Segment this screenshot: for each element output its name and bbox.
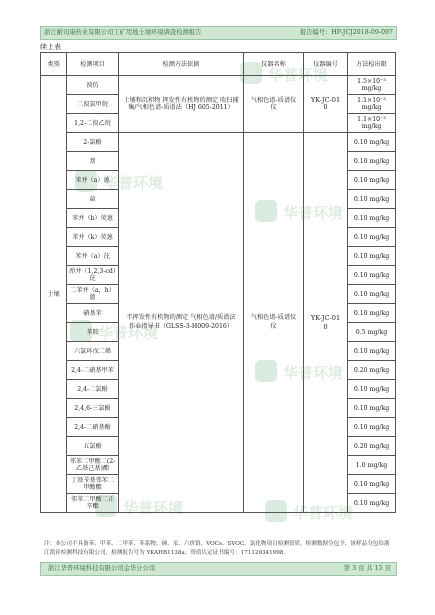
item-cell: 二苯并（a，h）蒽 [67,285,119,304]
watermark-text: 华普环境 [293,504,354,522]
limit-cell: 1.1×10⁻³ mg/kg [348,95,396,114]
item-cell: 苯胺 [67,323,119,342]
item-cell: 五氯酚 [67,437,119,456]
limit-cell: 0.10 mg/kg [348,171,396,190]
limit-cell: 0.10 mg/kg [348,228,396,247]
limit-cell: 0.10 mg/kg [348,247,396,266]
header-method: 检测方法依据 [119,53,244,76]
item-cell: 茚并（1,2,3-cd）芘 [67,266,119,285]
watermark-text: 华普环境 [268,66,329,84]
limit-cell: 0.20 mg/kg [348,437,396,456]
page-number: 第 3 页 共 15 页 [343,565,391,572]
table-row [41,133,396,152]
header-item: 检测项目 [67,53,119,76]
method-cell: 半挥发性有机物的测定 气相色谱/质谱法 作业指导书（GLSS-3-H009-2016） [119,133,244,513]
limit-cell: 0.10 mg/kg [348,266,396,285]
item-cell: 邻苯二甲酸二(2-乙基己基)酯 [67,456,119,475]
instrument-id-cell: YK-JC-010 [304,76,348,133]
item-cell: 苯并（k）荧蒽 [67,228,119,247]
category-cell: 土壤 [41,76,67,513]
table-header-row [41,53,396,76]
item-cell: 2,4-二硝基甲苯 [67,361,119,380]
limit-cell: 1.5×10⁻³ mg/kg [348,76,396,95]
limit-cell: 0.10 mg/kg [348,494,396,513]
header-instrument-id: 仪器编号 [304,53,348,76]
watermark-text: 华普环境 [283,204,344,222]
instrument-cell: 气相色谱-质谱仪仪 [244,76,304,133]
company-name: 浙江华普环境科技有限公司金华分公司 [48,565,156,572]
item-cell: 邻苯二甲酸二正辛酯 [67,494,119,513]
table-row [41,76,396,95]
limit-cell: 1.1×10⁻³ mg/kg [348,114,396,133]
item-cell: 1,2-二溴乙烷 [67,114,119,133]
item-cell: 六氯环戊二烯 [67,342,119,361]
limit-cell: 0.20 mg/kg [348,361,396,380]
watermark-text: 华普环境 [103,174,164,192]
limit-cell: 0.10 mg/kg [348,475,396,494]
item-cell: 二溴氯甲烷 [67,95,119,114]
limit-cell: 0.10 mg/kg [348,285,396,304]
limit-cell: 0.10 mg/kg [348,304,396,323]
limit-cell: 0.10 mg/kg [348,152,396,171]
footnote: 注：本公司不具备苯、甲苯、二甲苯、苯系物、砷、汞、六价铬、VOCs、SVOC、氯化物项目检测资质，检测数据分包予，该样品分包给浙江凯铨检测科技有限公司，检测报告号为 YKAHB1138a；资质认定证书编号：171120341998。 [44,541,390,556]
limit-cell: 0.10 mg/kg [348,209,396,228]
watermark-text: 华普环境 [283,364,344,382]
method-cell: 土壤和沉积物 挥发性有机物的测定 吹扫捕集/气相色谱-质谱法（HJ 605-2011） [119,76,244,133]
watermark-text: 华普环境 [123,499,184,517]
item-cell: 䓛 [67,190,119,209]
item-cell: 溴仿 [67,76,119,95]
item-cell: 萘 [67,152,119,171]
item-cell: 硝基苯 [67,304,119,323]
header-detection-limit: 方法检出限 [348,53,396,76]
item-cell: 2,4-二氯酚 [67,380,119,399]
header-category: 类别 [41,53,67,76]
item-cell: 2,4-二硝基酚 [67,418,119,437]
item-cell: 丁基苄基邻苯二甲酸酯 [67,475,119,494]
table-caption: 续上表 [40,43,61,51]
item-cell: 苯并（b）荧蒽 [67,209,119,228]
instrument-cell: 气相色谱-质谱仪仪 [244,133,304,513]
item-cell: 苯并（a）芘 [67,247,119,266]
limit-cell: 0.5 mg/kg [348,323,396,342]
report-title: 浙江耐司康药业有限公司工矿用地土壤环境调查检测报告 [44,29,202,36]
header-instrument: 仪器名称 [244,53,304,76]
limit-cell: 0.10 mg/kg [348,380,396,399]
limit-cell: 1.0 mg/kg [348,456,396,475]
report-number: 报告编号：HP-JCJ2018-09-097 [299,29,393,36]
detection-methods-table [40,52,396,513]
limit-cell: 0.10 mg/kg [348,190,396,209]
limit-cell: 0.10 mg/kg [348,418,396,437]
instrument-id-cell: YK-JC-010 [304,133,348,513]
limit-cell: 0.10 mg/kg [348,342,396,361]
item-cell: 苯并（a）蒽 [67,171,119,190]
item-cell: 2-氯酚 [67,133,119,152]
limit-cell: 0.10 mg/kg [348,399,396,418]
watermark-text: 华普环境 [98,324,159,342]
item-cell: 2,4,6-三氯酚 [67,399,119,418]
limit-cell: 0.10 mg/kg [348,133,396,152]
